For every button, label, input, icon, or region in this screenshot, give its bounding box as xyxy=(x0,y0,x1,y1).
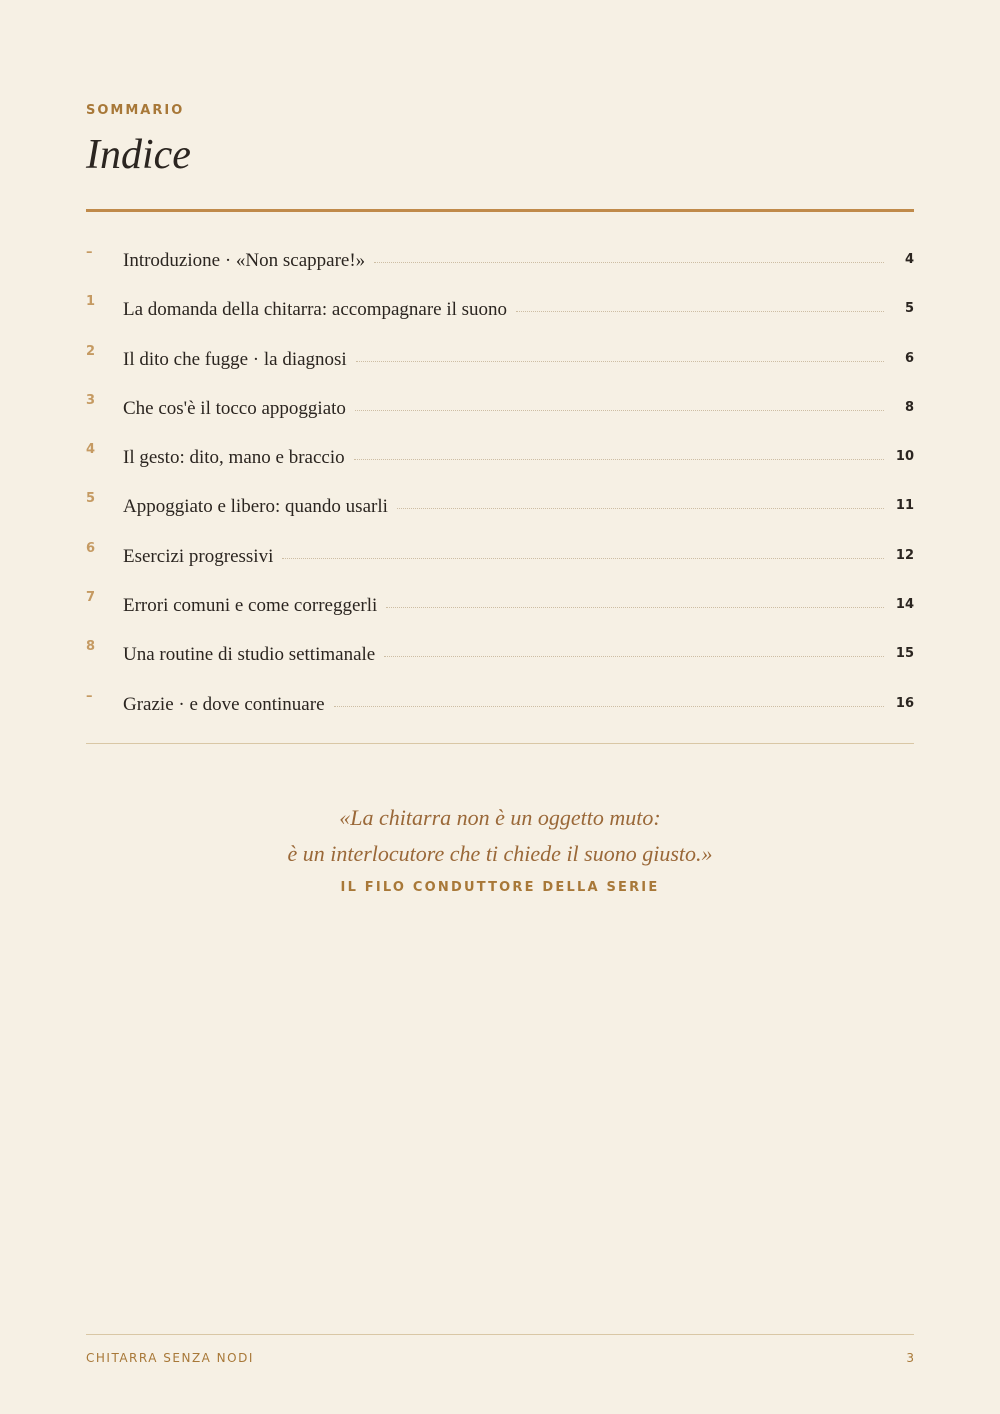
toc-entry-body xyxy=(123,236,884,272)
quote-line-1: «La chitarra non è un oggetto muto: xyxy=(339,805,661,830)
footer-page-number: 3 xyxy=(906,1351,914,1365)
toc-entry-chapter-7[interactable] xyxy=(86,581,914,630)
toc-entry-body xyxy=(123,384,884,420)
page-title: Indice xyxy=(86,132,191,178)
toc-entry-page: 10 xyxy=(895,449,914,465)
toc-entry-body xyxy=(123,532,884,568)
table-of-contents xyxy=(86,236,914,729)
toc-entry-number: 1 xyxy=(86,294,96,310)
toc-entry-number: 7 xyxy=(86,590,96,606)
section-eyebrow: SOMMARIO xyxy=(86,103,185,118)
toc-dot-leader xyxy=(374,262,884,263)
toc-entry-number: 2 xyxy=(86,343,96,359)
toc-entry-body xyxy=(123,285,884,321)
toc-entry-number: 5 xyxy=(86,491,96,507)
toc-entry-number: 6 xyxy=(86,540,96,556)
toc-entry-page: 15 xyxy=(895,646,914,662)
toc-entry-title: Introduzione · «Non scappare!» xyxy=(123,250,366,271)
toc-entry-page: 12 xyxy=(895,547,914,563)
toc-entry-number: – xyxy=(86,688,93,704)
toc-dot-leader xyxy=(356,361,884,362)
toc-dot-leader xyxy=(282,558,884,559)
toc-dot-leader xyxy=(516,311,884,312)
toc-entry-chapter-3[interactable] xyxy=(86,384,914,433)
toc-entry-title: La domanda della chitarra: accompagnare il suono xyxy=(123,299,508,321)
toc-entry-number: 3 xyxy=(86,392,96,408)
toc-entry-title: Appoggiato e libero: quando usarli xyxy=(123,496,388,518)
toc-dot-leader xyxy=(334,706,884,707)
toc-entry-page: 5 xyxy=(904,301,914,317)
footer-book-title: CHITARRA SENZA NODI xyxy=(86,1351,254,1365)
toc-entry-body xyxy=(123,433,884,469)
toc-entry-title: Che cos'è il tocco appoggiato xyxy=(123,397,346,419)
toc-entry-number: 8 xyxy=(86,639,96,655)
toc-dot-leader xyxy=(384,656,884,657)
toc-entry-chapter-6[interactable] xyxy=(86,532,914,581)
toc-bottom-divider xyxy=(86,743,914,744)
quote-source: IL FILO CONDUTTORE DELLA SERIE xyxy=(340,880,660,895)
toc-entry-body xyxy=(123,482,884,518)
quote-line-2: è un interlocutore che ti chiede il suono giusto.» xyxy=(287,841,713,866)
toc-entry-chapter-4[interactable] xyxy=(86,433,914,482)
toc-entry-number: 4 xyxy=(86,442,96,458)
toc-entry-page: 16 xyxy=(895,695,914,711)
toc-entry-page: 8 xyxy=(904,399,914,415)
toc-entry-title: Esercizi progressivi xyxy=(123,545,274,567)
footer-divider xyxy=(86,1334,914,1335)
toc-entry-chapter-2[interactable] xyxy=(86,335,914,384)
toc-entry-title: Errori comuni e come correggerli xyxy=(123,595,378,617)
toc-dot-leader xyxy=(354,459,884,460)
toc-entry-chapter-1[interactable] xyxy=(86,285,914,334)
toc-entry-page: 4 xyxy=(904,252,914,267)
toc-entry-title: Una routine di studio settimanale xyxy=(123,644,376,666)
toc-entry-body xyxy=(123,581,884,617)
toc-entry-closing[interactable] xyxy=(86,680,914,729)
toc-entry-title: Grazie · e dove continuare xyxy=(123,693,325,715)
toc-entry-introduction[interactable] xyxy=(86,236,914,285)
toc-entry-chapter-8[interactable] xyxy=(86,630,914,679)
toc-entry-number: – xyxy=(86,245,93,260)
title-divider xyxy=(86,209,914,212)
toc-entry-page: 6 xyxy=(904,350,914,366)
toc-entry-page: 14 xyxy=(895,597,914,613)
toc-entry-title: Il dito che fugge · la diagnosi xyxy=(123,348,347,370)
toc-entry-title: Il gesto: dito, mano e braccio xyxy=(123,447,345,469)
toc-entry-body xyxy=(123,630,884,666)
epigraph-quote xyxy=(86,800,914,872)
toc-entry-chapter-5[interactable] xyxy=(86,482,914,531)
toc-dot-leader xyxy=(386,607,884,608)
toc-dot-leader xyxy=(355,410,884,411)
toc-entry-page: 11 xyxy=(895,498,914,514)
toc-dot-leader xyxy=(397,508,884,509)
toc-entry-body xyxy=(123,680,884,716)
toc-entry-body xyxy=(123,335,884,371)
